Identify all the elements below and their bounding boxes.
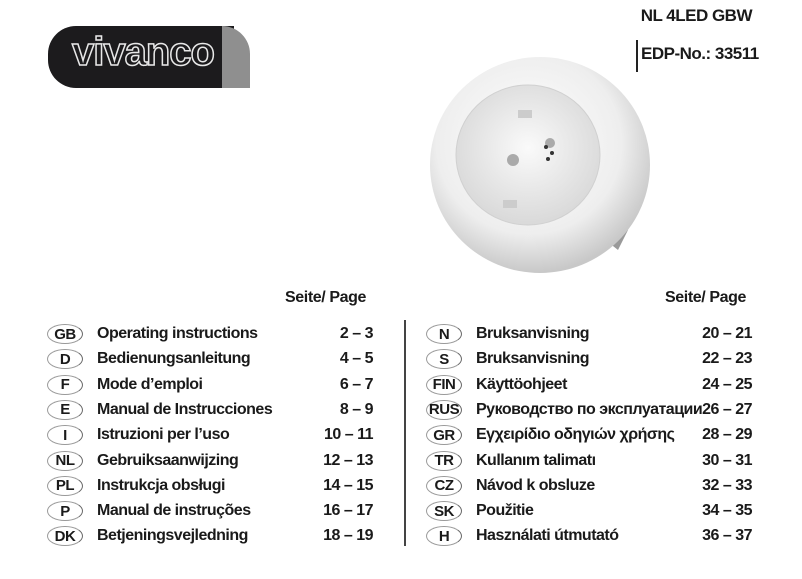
toc-entry [47,474,373,498]
toc-entry-pages: 26 – 27 [702,400,752,418]
toc-entry-pages: 16 – 17 [323,502,373,520]
language-code-badge: PL [47,476,83,496]
toc-entry [47,499,373,523]
toc-entry [426,373,752,397]
toc-entry-label: Gebruiksaanwijzing [97,451,239,469]
toc-entry-pages: 8 – 9 [339,400,373,418]
toc-entry-label: Kullanım talimatı [476,451,596,469]
language-code-badge: P [47,501,83,521]
page-column-header-left: Seite/ Page [285,289,366,306]
toc-entry-label: Εγχειρίδιο οδηγιών χρήσης [476,426,675,444]
toc-entry [426,423,752,447]
toc-entry-pages: 20 – 21 [702,325,752,342]
toc-entry-label: Manual de instruções [97,502,251,520]
toc-entry-label: Operating instructions [97,325,258,342]
toc-entry [426,322,752,346]
logo-text: vivanco [72,30,214,74]
night-light-product-image [428,55,652,275]
language-code-badge: DK [47,526,83,546]
toc-entry-label: Instrukcja obsługi [97,476,225,494]
language-code-badge: FIN [426,375,462,395]
toc-entry [47,524,373,548]
language-code-badge: N [426,324,462,344]
toc-entry [426,398,752,422]
toc-entry-pages: 32 – 33 [702,476,752,494]
toc-entry-label: Käyttöohjeet [476,375,567,393]
toc-entry-pages: 6 – 7 [339,375,373,393]
toc-entry [47,398,373,422]
logo-swoosh [222,26,250,88]
toc-entry-pages: 24 – 25 [702,375,752,393]
toc-entry-pages: 30 – 31 [702,451,752,469]
toc-entry [47,423,373,447]
edp-number: EDP-No.: 33511 [641,44,759,63]
toc-entry [47,322,373,346]
model-number: NL 4LED GBW [640,6,752,25]
toc-entry-pages: 36 – 37 [702,527,752,545]
language-code-badge: SK [426,501,462,521]
toc-entry-label: Bruksanvisning [476,350,590,368]
toc-entry [426,499,752,523]
language-code-badge: NL [47,451,83,471]
language-code-badge: F [47,375,83,395]
language-code-badge: GR [426,425,462,445]
toc-entry-pages: 22 – 23 [702,350,752,368]
toc-entry-pages: 18 – 19 [323,527,373,545]
toc-entry [426,524,752,548]
toc-entry-label: Mode d’emploi [97,375,203,393]
toc-entry [426,474,752,498]
toc-entry-pages: 12 – 13 [323,451,373,469]
toc-entry-pages: 34 – 35 [702,502,752,520]
toc-entry-label: Použitie [476,502,534,520]
toc-entry-pages: 2 – 3 [339,325,373,342]
toc-entry-label: Bruksanvisning [476,325,590,342]
toc-entry [426,347,752,371]
column-divider [404,320,406,546]
language-code-badge: H [426,526,462,546]
toc-entry-label: Návod k obsluze [476,476,595,494]
toc-entry-label: Руководство по эксплуатации [476,400,703,418]
toc-entry-label: Bedienungsanleitung [97,350,251,368]
toc-entry-pages: 10 – 11 [324,426,373,444]
toc-entry-pages: 4 – 5 [339,350,373,368]
toc-entry [426,449,752,473]
page-column-header-right: Seite/ Page [665,289,746,306]
toc-entry-label: Manual de Instrucciones [97,400,273,418]
language-code-badge: RUS [426,400,462,420]
language-code-badge: D [47,349,83,369]
language-code-badge: CZ [426,476,462,496]
language-code-badge: GB [47,324,83,344]
toc-entry-label: Betjeningsvejledning [97,527,248,545]
toc-entry [47,449,373,473]
toc-entry-pages: 14 – 15 [323,476,373,494]
language-code-badge: S [426,349,462,369]
language-code-badge: TR [426,451,462,471]
toc-entry-label: Használati útmutató [476,527,619,545]
language-code-badge: E [47,400,83,420]
toc-entry-label: Istruzioni per l’uso [97,426,230,444]
toc-entry [47,347,373,371]
language-code-badge: I [47,425,83,445]
toc-entry-pages: 28 – 29 [702,426,752,444]
toc-entry [47,373,373,397]
